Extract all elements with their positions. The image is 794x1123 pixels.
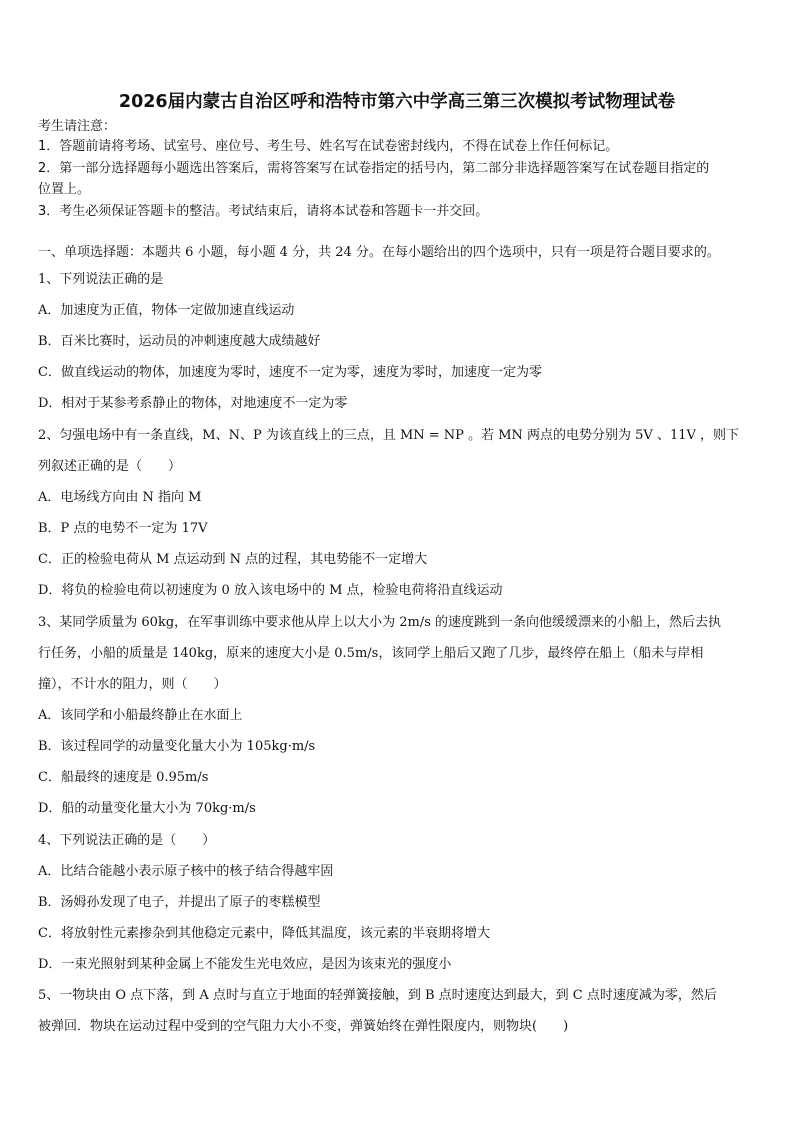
- answer-option: B．P 点的电势不一定为 17V: [38, 521, 208, 536]
- notice-item: 3．考生必须保证答题卡的整洁。考试结束后，请将本试卷和答题卡一并交回。: [38, 204, 489, 219]
- answer-option: C．正的检验电荷从 M 点运动到 N 点的过程，其电势能不一定增大: [38, 552, 428, 567]
- question-stem: 5、一物块由 O 点下落，到 A 点时与直立于地面的轻弹簧接触，到 B 点时速度达到最大，到 C 点时速度减为零，然后: [38, 988, 717, 1003]
- answer-option: A．该同学和小船最终静止在水面上: [38, 708, 243, 723]
- answer-option: A．加速度为正值，物体一定做加速直线运动: [38, 303, 295, 318]
- question-stem: 列叙述正确的是（ ）: [38, 459, 182, 474]
- question-stem: 撞），不计水的阻力，则（ ）: [38, 677, 227, 692]
- answer-option: D．相对于某参考系静止的物体，对地速度不一定为零: [38, 396, 348, 411]
- question-stem: 4、下列说法正确的是（ ）: [38, 833, 216, 848]
- answer-option: B．该过程同学的动量变化量大小为 105kg·m/s: [38, 739, 316, 754]
- answer-option: C．将放射性元素掺杂到其他稳定元素中，降低其温度，该元素的半衰期将增大: [38, 926, 490, 941]
- answer-option: B．汤姆孙发现了电子，并提出了原子的枣糕模型: [38, 895, 321, 910]
- answer-option: C．船最终的速度是 0.95m/s: [38, 770, 209, 785]
- answer-option: A．电场线方向由 N 指向 M: [38, 490, 202, 505]
- page-title: 2026届内蒙古自治区呼和浩特市第六中学高三第三次模拟考试物理试卷: [118, 92, 676, 112]
- question-stem: 行任务，小船的质量是 140kg，原来的速度大小是 0.5m/s，该同学上船后又跑了几步，最终停在船上（船未与岸相: [38, 646, 704, 661]
- notice-item: 2．第一部分选择题每小题选出答案后，需将答案写在试卷指定的括号内，第二部分非选择题答案写在试卷题目指定的: [38, 161, 710, 176]
- notice-item: 位置上。: [38, 182, 91, 197]
- question-stem: 2、匀强电场中有一条直线，M、N、P 为该直线上的三点，且 MN = NP 。若 MN 两点的电势分别为 5V 、11V ，则下: [38, 428, 740, 443]
- question-stem: 3、某同学质量为 60kg，在军事训练中要求他从岸上以大小为 2m/s 的速度跳到一条向他缓缓漂来的小船上，然后去执: [38, 615, 722, 630]
- notice-heading: 考生请注意：: [38, 119, 117, 134]
- answer-option: C．做直线运动的物体，加速度为零时，速度不一定为零，速度为零时，加速度一定为零: [38, 365, 542, 380]
- answer-option: B．百米比赛时，运动员的冲刺速度越大成绩越好: [38, 334, 321, 349]
- section-heading: 一、单项选择题：本题共 6 小题，每小题 4 分，共 24 分。在每小题给出的四个选项中，只有一项是符合题目要求的。: [38, 245, 720, 260]
- notice-item: 1．答题前请将考场、试室号、座位号、考生号、姓名写在试卷密封线内，不得在试卷上作任何标记。: [38, 139, 619, 154]
- question-stem: 1、下列说法正确的是: [38, 272, 164, 287]
- question-stem: 被弹回．物块在运动过程中受到的空气阻力大小不变，弹簧始终在弹性限度内，则物块( ): [38, 1019, 569, 1034]
- answer-option: D．船的动量变化量大小为 70kg·m/s: [38, 801, 256, 816]
- answer-option: A．比结合能越小表示原子核中的核子结合得越牢固: [38, 864, 334, 879]
- answer-option: D．将负的检验电荷以初速度为 0 放入该电场中的 M 点，检验电荷将沿直线运动: [38, 583, 503, 598]
- answer-option: D．一束光照射到某种金属上不能发生光电效应，是因为该束光的强度小: [38, 957, 452, 972]
